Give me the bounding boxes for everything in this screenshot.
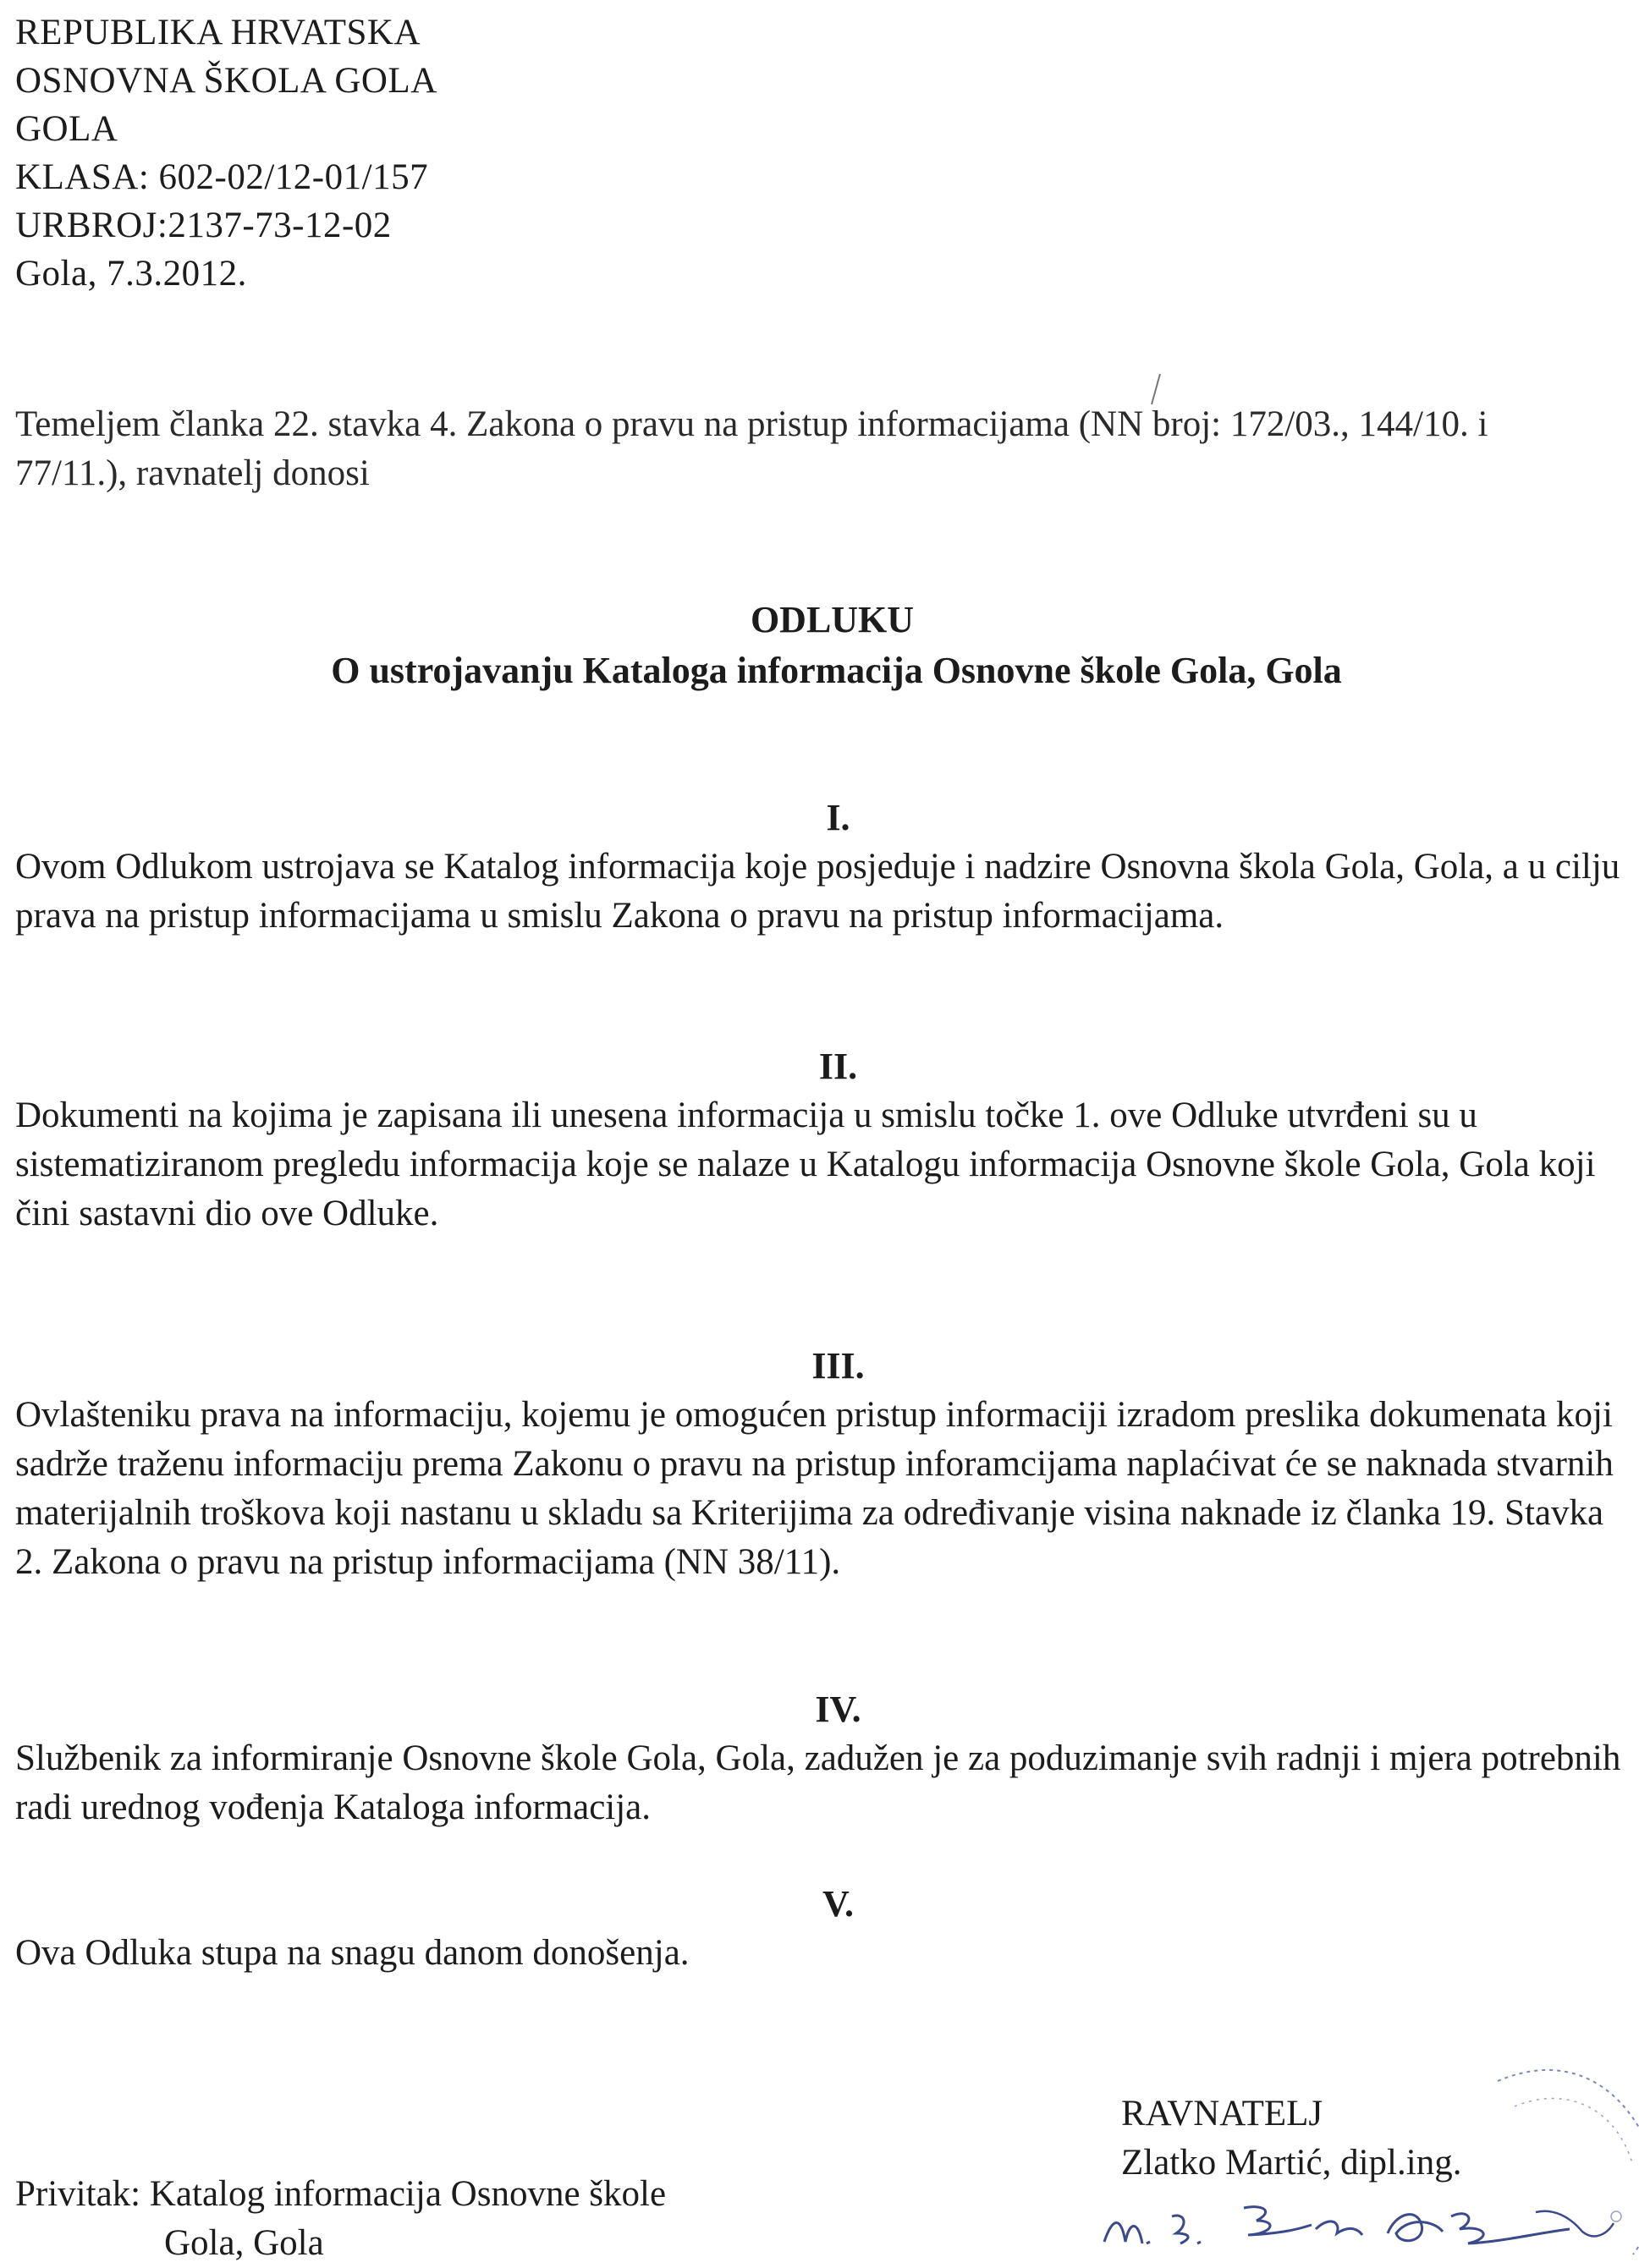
article-3 xyxy=(15,1342,1627,1587)
header-country: REPUBLIKA HRVATSKA xyxy=(15,13,421,52)
article-number: I. xyxy=(826,797,850,838)
decision-title-block xyxy=(0,595,1639,696)
article-number: II. xyxy=(818,1046,858,1087)
article-text: Ovom Odlukom ustrojava se Katalog informacija koje posjeduje i nadzire Osnovna škola Gola, Gola, a u cilju prava na pristup informacijama u smislu Zakona o pravu na pristup informacijama. xyxy=(15,847,1620,936)
signer-role: RAVNATELJ xyxy=(1121,2094,1323,2133)
header-town: GOLA xyxy=(15,109,118,149)
header-school: OSNOVNA ŠKOLA GOLA xyxy=(15,61,437,101)
attachment-note xyxy=(15,2170,666,2268)
article-2 xyxy=(15,1042,1627,1238)
header-urbroj: URBROJ:2137-73-12-02 xyxy=(15,206,392,245)
article-number: III. xyxy=(811,1345,865,1387)
decision-title: ODLUKU xyxy=(750,599,915,640)
article-text: Službenik za informiranje Osnovne škole Gola, Gola, zadužen je za poduzimanje svih radnji i mjera potrebnih radi urednog vođenja Kataloga informacija. xyxy=(15,1738,1621,1827)
signer-name: Zlatko Martić, dipl.ing. xyxy=(1121,2143,1462,2183)
document-header xyxy=(15,8,437,298)
signer-block xyxy=(1121,2090,1461,2188)
preamble-paragraph: Temeljem članka 22. stavka 4. Zakona o pravu na pristup informacijama (NN broj: 172/03., 144/10. i 77/11.), ravnatelj donosi xyxy=(15,404,1488,493)
article-5 xyxy=(15,1880,1627,1978)
article-number: V. xyxy=(822,1883,855,1925)
decision-subtitle: O ustrojavanju Kataloga informacija Osnovne škole Gola, Gola xyxy=(331,650,1342,691)
article-text: Ovlašteniku prava na informaciju, kojemu je omogućen pristup informaciji izradom preslika dokumenata koji sadrže traženu informaciju prema Zakonu o pravu na pristup inforamcijama naplaćivat će se naknada stvarnih materijalnih troškova koji nastanu u skladu sa Kriterijima za određivanje visina naknade iz članka 19. Stavka 2. Zakona o pravu na pristup informacijama (NN 38/11). xyxy=(15,1395,1614,1582)
header-klasa: KLASA: 602-02/12-01/157 xyxy=(15,157,429,197)
article-number: IV. xyxy=(815,1689,861,1730)
article-1 xyxy=(15,794,1627,941)
article-text: Ova Odluka stupa na snagu danom donošenja. xyxy=(15,1933,690,1973)
article-4 xyxy=(15,1685,1627,1832)
attachment-line-2: Gola, Gola xyxy=(164,2223,324,2263)
handwritten-signature xyxy=(1096,2183,1620,2259)
article-text: Dokumenti na kojima je zapisana ili unesena informacija u smislu točke 1. ove Odluke utvrđeni su u sistematiziranom pregledu informacija koje se nalaze u Katalogu informacija Osnovne škole Gola, Gola koji čini sastavni dio ove Odluke. xyxy=(15,1096,1596,1233)
attachment-line-1: Privitak: Katalog informacija Osnovne škole xyxy=(15,2174,667,2214)
header-place-date: Gola, 7.3.2012. xyxy=(15,254,247,294)
